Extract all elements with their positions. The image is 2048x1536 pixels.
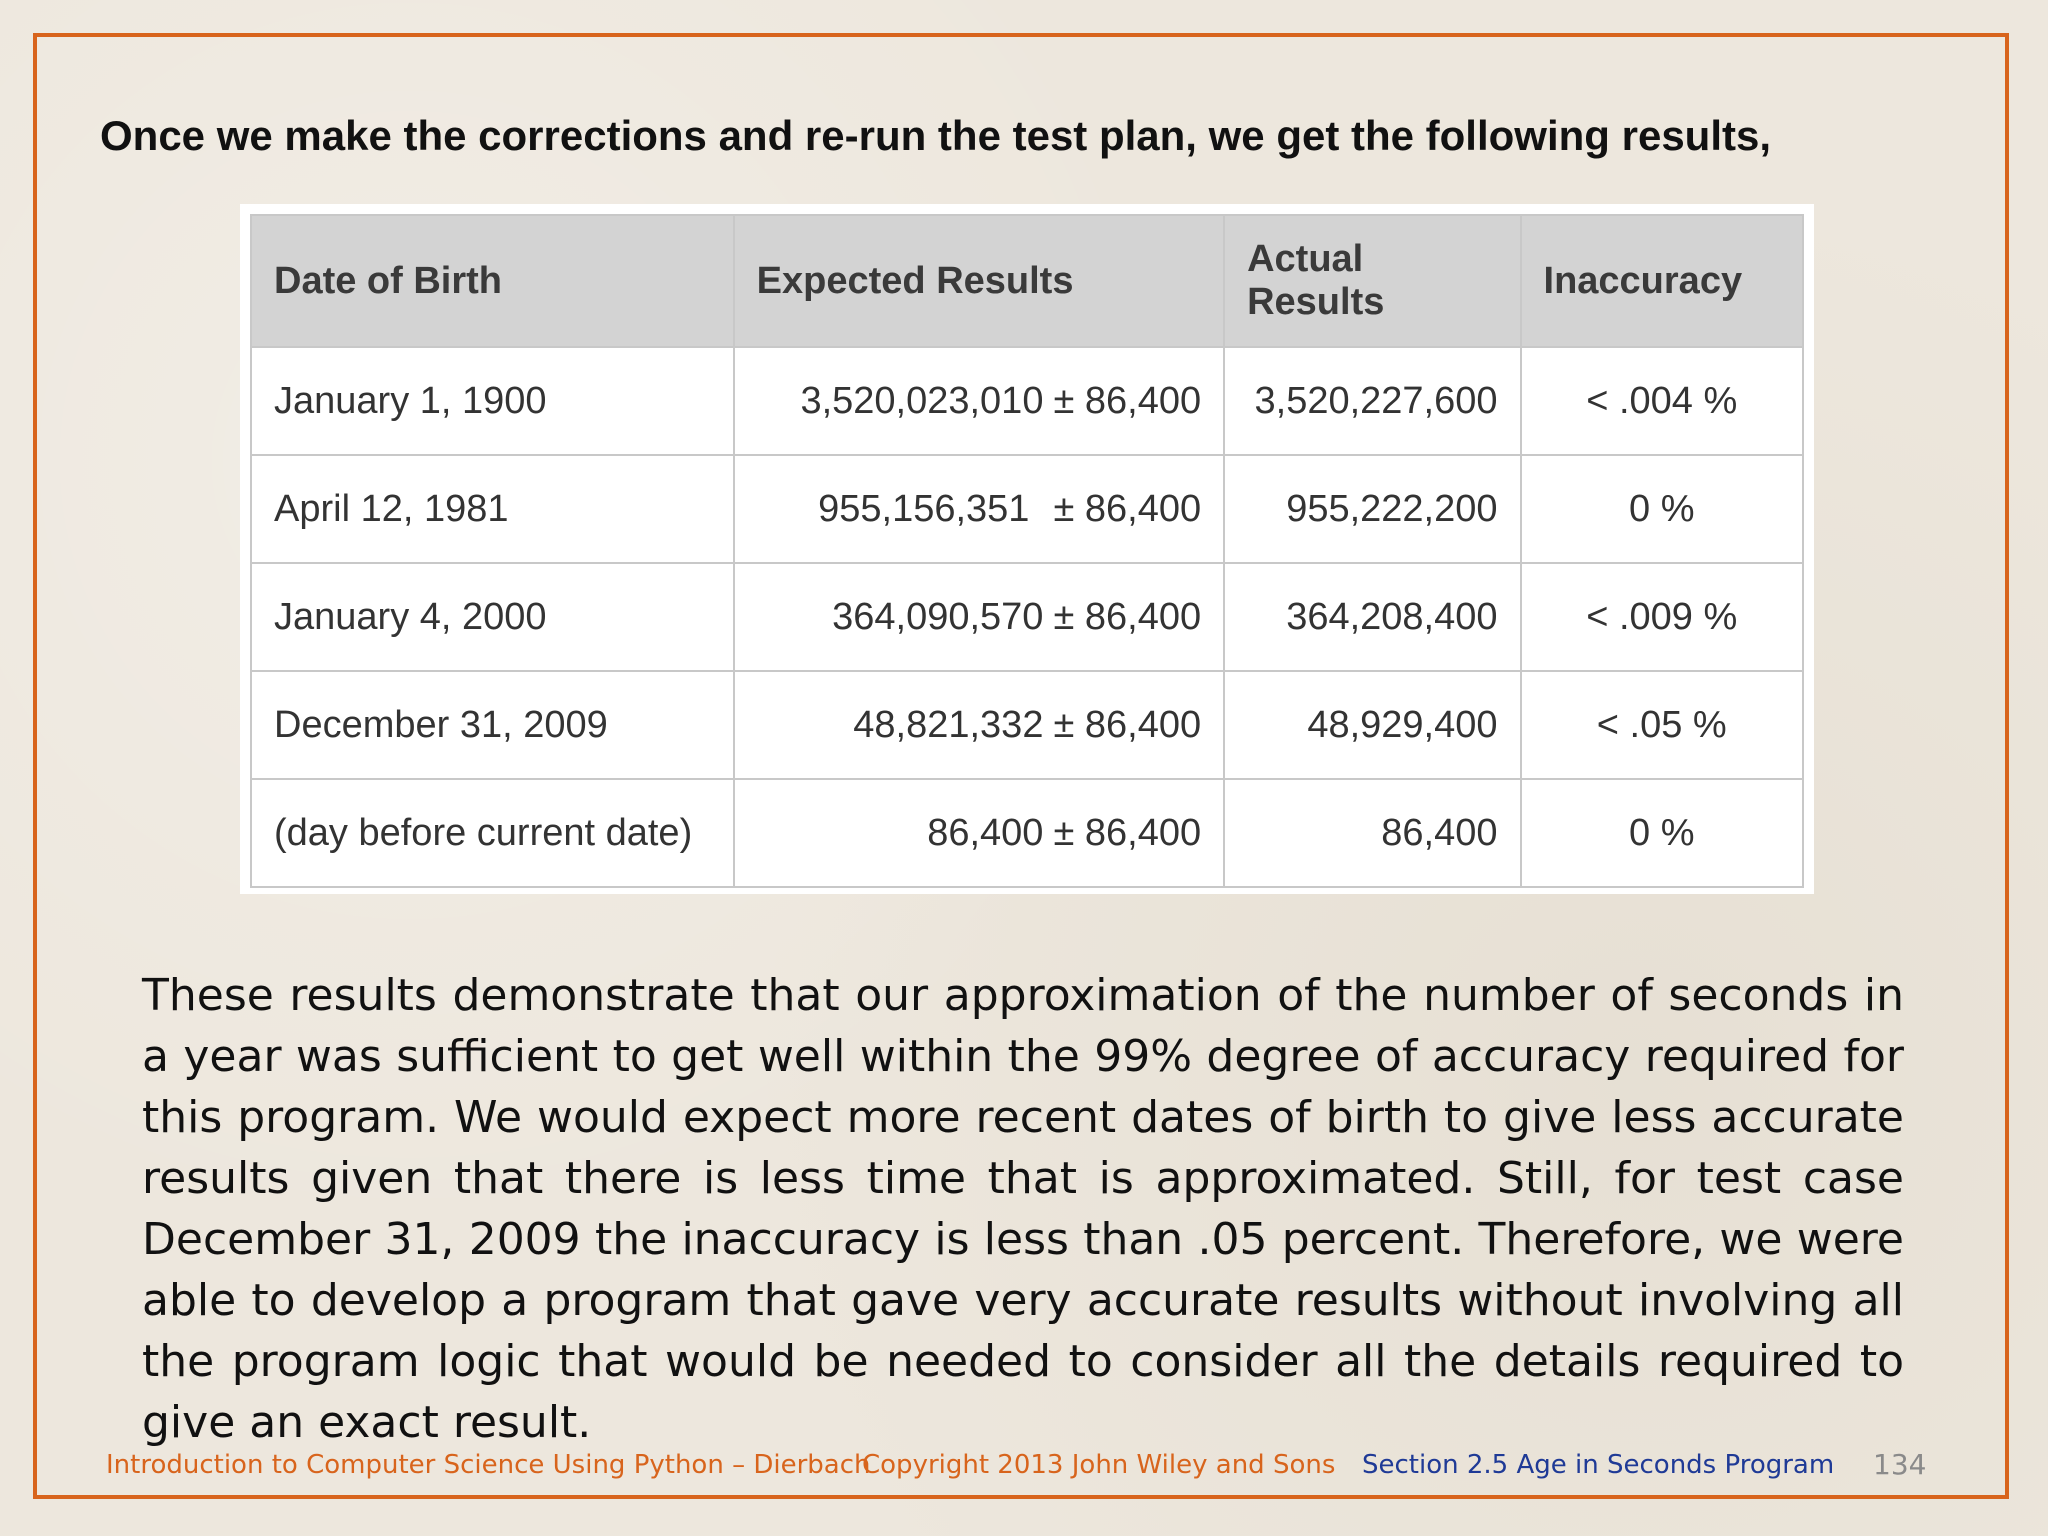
cell-actual-result: 48,929,400 bbox=[1224, 671, 1520, 779]
cell-date-of-birth: December 31, 2009 bbox=[251, 671, 734, 779]
expected-value: 48,821,332 bbox=[853, 703, 1044, 746]
cell-actual-result: 955,222,200 bbox=[1224, 455, 1520, 563]
expected-value: 364,090,570 bbox=[832, 595, 1044, 638]
expected-tolerance: ± 86,400 bbox=[1053, 487, 1202, 530]
expected-tolerance: ± 86,400 bbox=[1053, 703, 1202, 746]
cell-actual-result: 3,520,227,600 bbox=[1224, 347, 1520, 455]
table-row bbox=[251, 779, 1803, 887]
slide-heading: Once we make the corrections and re-run the test plan, we get the following results, bbox=[100, 112, 1772, 159]
page-number: 134 bbox=[1873, 1448, 1927, 1481]
table-row bbox=[251, 455, 1803, 563]
cell-date-of-birth: January 1, 1900 bbox=[251, 347, 734, 455]
table-header-row bbox=[251, 215, 1803, 347]
cell-expected-result bbox=[734, 347, 1224, 455]
table-row bbox=[251, 671, 1803, 779]
footer-section: Section 2.5 Age in Seconds Program bbox=[1362, 1450, 1835, 1480]
expected-tolerance: ± 86,400 bbox=[1053, 379, 1202, 422]
expected-value: 3,520,023,010 bbox=[800, 379, 1044, 422]
results-table bbox=[250, 214, 1804, 888]
header-expected-results: Expected Results bbox=[734, 215, 1224, 347]
table-row bbox=[251, 347, 1803, 455]
cell-inaccuracy: < .05 % bbox=[1521, 671, 1803, 779]
header-date-of-birth: Date of Birth bbox=[251, 215, 734, 347]
cell-date-of-birth: January 4, 2000 bbox=[251, 563, 734, 671]
body-paragraph: These results demonstrate that our approximation of the number of seconds in a year was sufficient to get well within the 99% degree of accuracy required for this program. We would expect more recent dates of birth to give less accurate results given that there is less time that is approximated. Still, for test case December 31, 2009 the inaccuracy is less than .05 percent. Therefore, we were able to develop a program that gave very accurate results without involving all the program logic that would be needed to consider all the details required to give an exact result. bbox=[142, 970, 1904, 1448]
cell-expected-result bbox=[734, 779, 1224, 887]
cell-expected-result bbox=[734, 455, 1224, 563]
expected-value: 86,400 bbox=[927, 811, 1044, 854]
cell-expected-result bbox=[734, 563, 1224, 671]
footer-copyright: Copyright 2013 John Wiley and Sons bbox=[862, 1450, 1336, 1480]
cell-date-of-birth: (day before current date) bbox=[251, 779, 734, 887]
cell-inaccuracy: 0 % bbox=[1521, 455, 1803, 563]
footer-book-title: Introduction to Computer Science Using Python – Dierbach bbox=[106, 1450, 871, 1480]
results-table-card bbox=[240, 204, 1814, 894]
cell-inaccuracy: 0 % bbox=[1521, 779, 1803, 887]
expected-tolerance: ± 86,400 bbox=[1053, 811, 1202, 854]
cell-inaccuracy: < .004 % bbox=[1521, 347, 1803, 455]
cell-expected-result bbox=[734, 671, 1224, 779]
cell-actual-result: 364,208,400 bbox=[1224, 563, 1520, 671]
cell-date-of-birth: April 12, 1981 bbox=[251, 455, 734, 563]
table-row bbox=[251, 563, 1803, 671]
header-inaccuracy: Inaccuracy bbox=[1521, 215, 1803, 347]
expected-value: 955,156,351 bbox=[818, 487, 1030, 530]
cell-inaccuracy: < .009 % bbox=[1521, 563, 1803, 671]
cell-actual-result: 86,400 bbox=[1224, 779, 1520, 887]
expected-tolerance: ± 86,400 bbox=[1053, 595, 1202, 638]
header-actual-results: Actual Results bbox=[1224, 215, 1520, 347]
